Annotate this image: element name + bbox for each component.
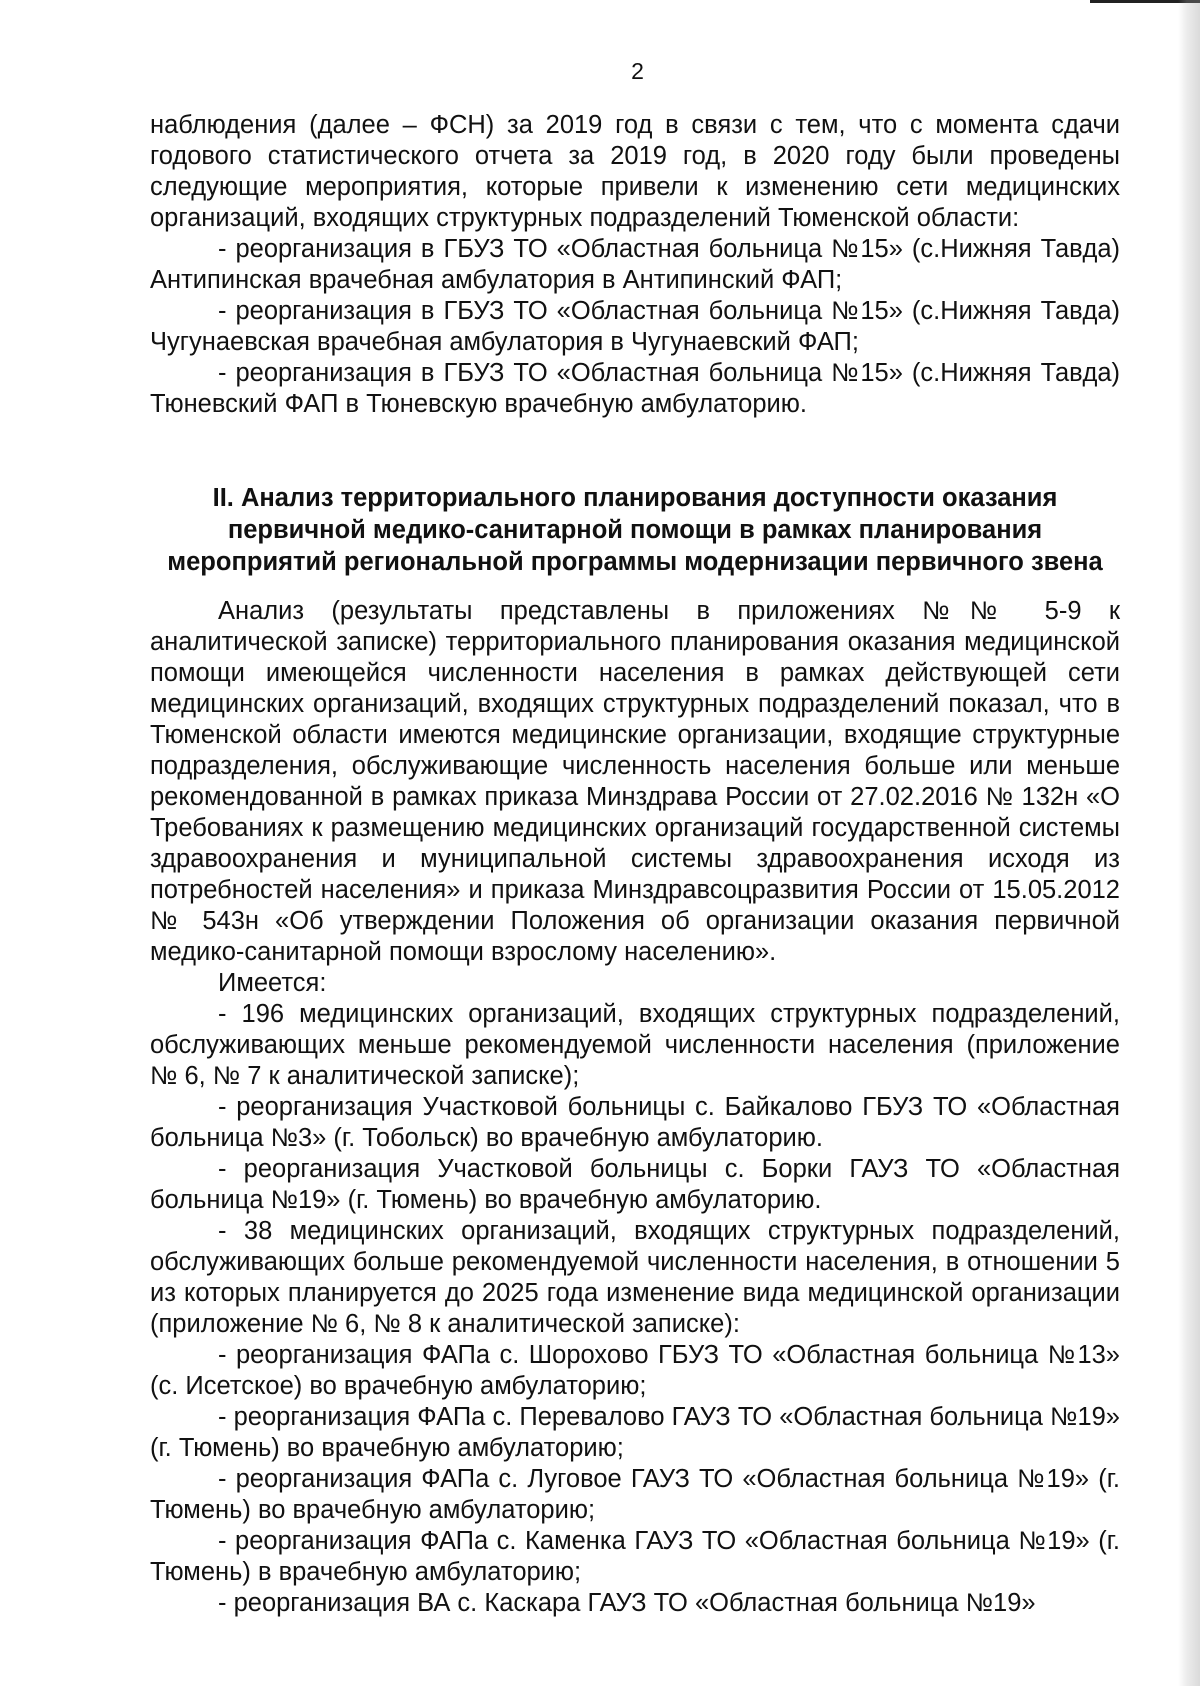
reorg-item: - реорганизация в ГБУЗ ТО «Областная больница №15» (с.Нижняя Тавда) Тюневский ФАП в Тюневскую врачебную амбулаторию.: [150, 359, 1120, 418]
list-item: - реорганизация ФАПа с. Каменка ГАУЗ ТО «Областная больница №19» (г. Тюмень) в врачебную амбулаторию;: [150, 1527, 1120, 1586]
intro-paragraph: наблюдения (далее – ФСН) за 2019 год в связи с тем, что с момента сдачи годового статистического отчета за 2019 год, в 2020 году были проведены следующие мероприятия, которые привели к изменению сети медицинских организаций, входящих структурных подразделений Тюменской области:: [150, 111, 1120, 232]
document-body: [150, 110, 1120, 1619]
list-item: - реорганизация Участковой больницы с. Байкалово ГБУЗ ТО «Областная больница №3» (г. Тобольск) во врачебную амбулаторию.: [150, 1093, 1120, 1152]
list-item: - реорганизация ФАПа с. Луговое ГАУЗ ТО «Областная больница №19» (г. Тюмень) во врачебную амбулаторию;: [150, 1465, 1120, 1524]
list-item: - реорганизация Участковой больницы с. Борки ГАУЗ ТО «Областная больница №19» (г. Тюмень) во врачебную амбулаторию.: [150, 1155, 1120, 1214]
section-heading-line: первичной медико-санитарной помощи в рамках планирования: [227, 516, 1043, 544]
section-heading-line: II. Анализ территориального планирования доступности оказания: [212, 484, 1058, 512]
has-label: Имеется:: [218, 969, 327, 997]
reorg-item: - реорганизация в ГБУЗ ТО «Областная больница №15» (с.Нижняя Тавда) Антипинская врачебная амбулатория в Антипинский ФАП;: [150, 235, 1120, 294]
list-item: - реорганизация ВА с. Каскара ГАУЗ ТО «Областная больница №19»: [218, 1589, 1036, 1617]
list-item: - реорганизация ФАПа с. Перевалово ГАУЗ ТО «Областная больница №19» (г. Тюмень) во врачебную амбулаторию;: [150, 1403, 1120, 1462]
analysis-paragraph: Анализ (результаты представлены в приложениях №№ 5-9 к аналитической записке) территориального планирования оказания медицинской помощи имеющейся численности населения в рамках действующей сети медицинских организаций, входящих структурных подразделений показал, что в Тюменской области имеются медицинские организации, входящие структурные подразделения, обслуживающие численность населения больше или меньше рекомендованной в рамках приказа Минздрава России от 27.02.2016 № 132н «О Требованиях к размещению медицинских организаций государственной системы здравоохранения и муниципальной системы здравоохранения исходя из потребностей населения» и приказа Минздравсоцразвития России от 15.05.2012 № 543н «Об утверждении Положения об организации оказания первичной медико-санитарной помощи взрослому населению».: [150, 597, 1120, 966]
section-heading-line: мероприятий региональной программы модернизации первичного звена: [167, 548, 1103, 576]
list-item: - 38 медицинских организаций, входящих структурных подразделений, обслуживающих больше рекомендуемой численности населения, в отношении 5 из которых планируется до 2025 года изменение вида медицинской организации (приложение № 6, № 8 к аналитической записке):: [150, 1217, 1120, 1338]
scan-edge-shadow: [1178, 0, 1200, 1686]
section-heading: [150, 482, 1120, 578]
list-item: - реорганизация ФАПа с. Шорохово ГБУЗ ТО «Областная больница №13» (с. Исетское) во врачебную амбулаторию;: [150, 1341, 1120, 1400]
page-number: 2: [631, 58, 644, 84]
reorg-item: - реорганизация в ГБУЗ ТО «Областная больница №15» (с.Нижняя Тавда) Чугунаевская врачебная амбулатория в Чугунаевский ФАП;: [150, 297, 1120, 356]
list-item: - 196 медицинских организаций, входящих структурных подразделений, обслуживающих меньше рекомендуемой численности населения (приложение № 6, № 7 к аналитической записке);: [150, 1000, 1120, 1090]
